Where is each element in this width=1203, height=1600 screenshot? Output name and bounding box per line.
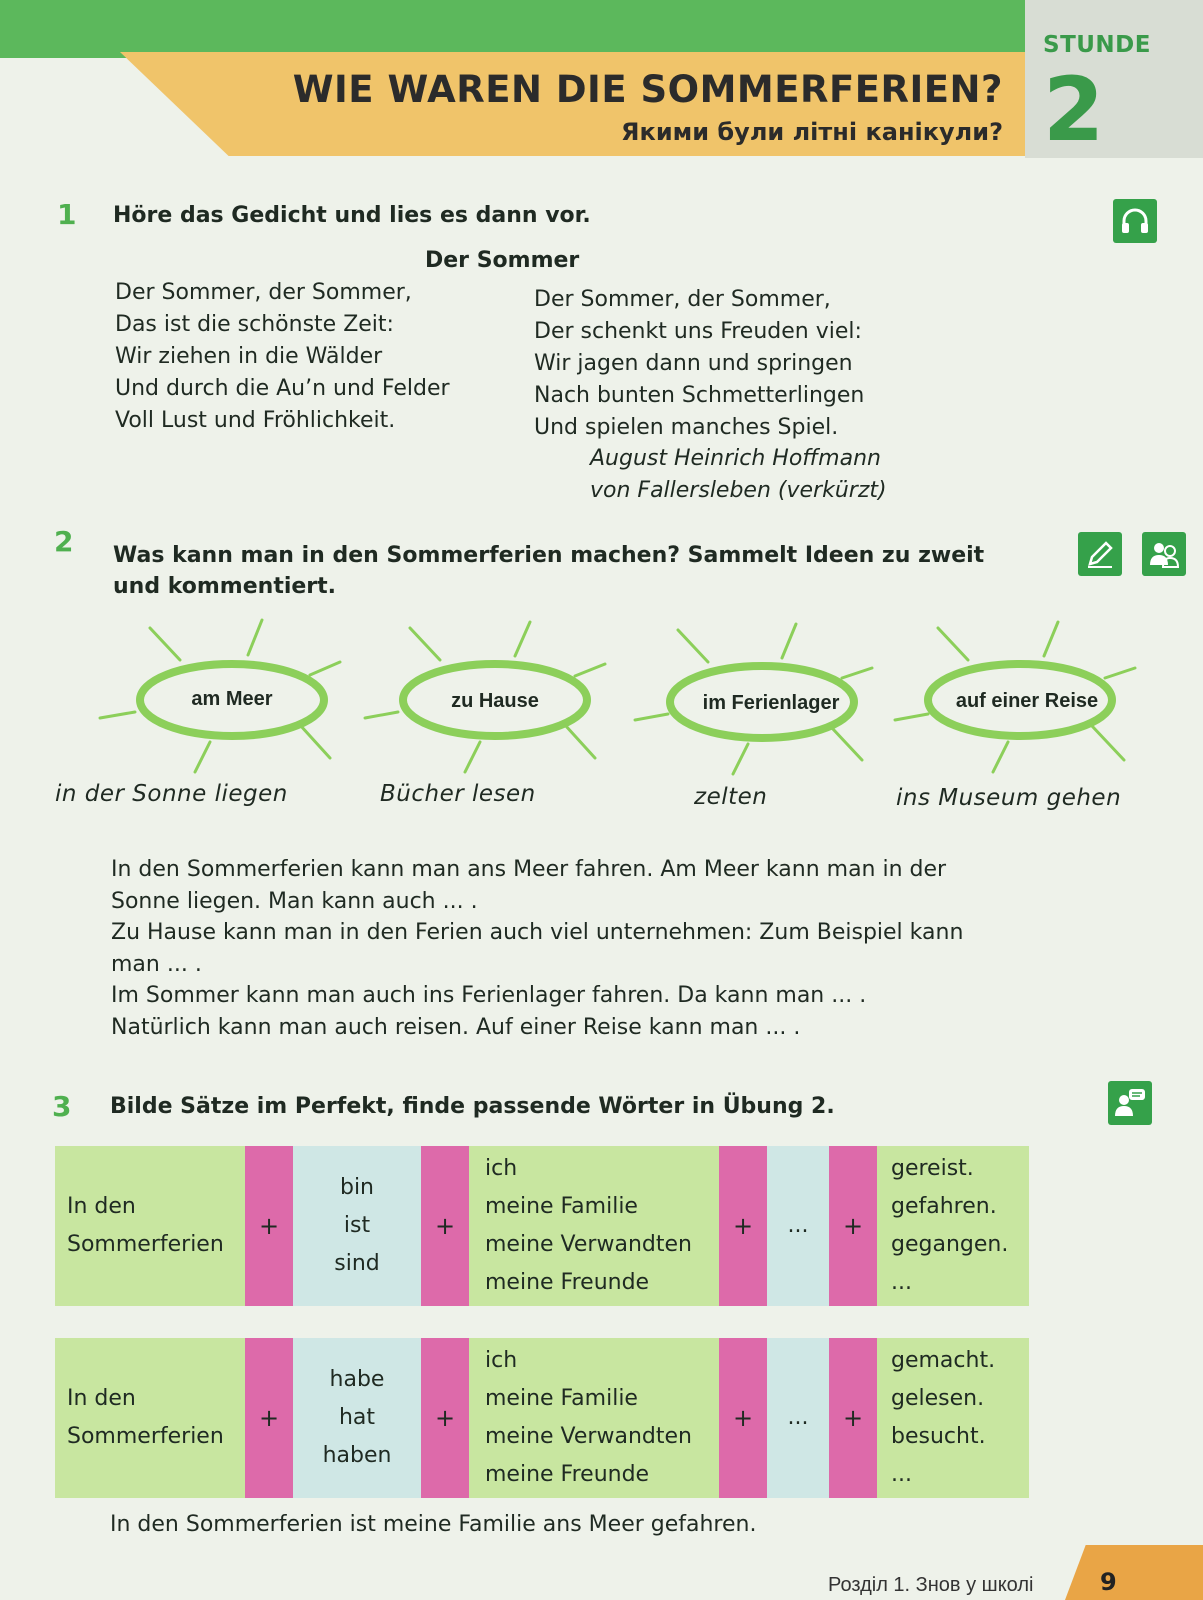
table-start-cell <box>55 1338 245 1498</box>
task-1-instruction: Höre das Gedicht und lies es dann vor. <box>113 203 591 228</box>
activity-label: zelten <box>694 784 768 810</box>
task-number-3: 3 <box>52 1090 72 1123</box>
instruction-line: Was kann man in den Sommerferien machen? Sammelt Ideen zu zweit <box>113 543 985 568</box>
activity-label: Bücher lesen <box>380 781 536 807</box>
poem-line: Der Sommer, der Sommer, <box>115 280 412 305</box>
subject-word: meine Familie <box>485 1194 638 1219</box>
placeholder-cell: ... <box>767 1146 829 1306</box>
subject-word: meine Verwandten <box>485 1232 692 1257</box>
plus-sign: + <box>421 1146 469 1306</box>
poem-title: Der Sommer <box>425 248 580 273</box>
paragraph-line: Im Sommer kann man auch ins Ferienlager fahren. Da kann man ... . <box>111 983 867 1008</box>
aux-cell <box>293 1146 421 1306</box>
subject-word: meine Familie <box>485 1386 638 1411</box>
paragraph-line: In den Sommerferien kann man ans Meer fahren. Am Meer kann man in der <box>111 857 947 882</box>
subject-word: ich <box>485 1348 518 1373</box>
paragraph-line: Sonne liegen. Man kann auch ... . <box>111 888 478 914</box>
instruction-line: und kommentiert. <box>113 574 337 599</box>
aux-cell <box>293 1338 421 1498</box>
start-line: Sommerferien <box>67 1232 224 1257</box>
aux-word: bin <box>339 1175 375 1200</box>
task-3-instruction: Bilde Sätze im Perfekt, finde passende Wörter in Übung 2. <box>110 1094 835 1119</box>
activity-label: ins Museum gehen <box>896 785 1122 811</box>
participle-word: gegangen. <box>891 1232 1009 1257</box>
start-line: In den <box>67 1194 136 1219</box>
author-line: August Heinrich Hoffmann <box>590 446 881 471</box>
subject-word: meine Freunde <box>485 1462 650 1487</box>
aux-word: ist <box>343 1213 371 1238</box>
participle-cell <box>877 1146 1029 1306</box>
author-line: von Fallersleben (verkürzt) <box>590 478 887 503</box>
task-number-1: 1 <box>57 198 77 231</box>
subject-word: meine Freunde <box>485 1270 650 1295</box>
participle-word: gelesen. <box>891 1386 985 1411</box>
poem-line: Und durch die Au’n und Felder <box>115 376 450 401</box>
poem-line: Das ist die schönste Zeit: <box>115 312 394 337</box>
poem-line: Und spielen manches Spiel. <box>534 415 839 440</box>
participle-word: besucht. <box>891 1424 986 1449</box>
poem-line: Voll Lust und Fröhlichkeit. <box>115 408 396 433</box>
task-number-2: 2 <box>54 525 74 558</box>
aux-word: habe <box>329 1367 385 1392</box>
participle-word: ... <box>891 1462 912 1487</box>
page-number: 9 <box>1100 1568 1117 1596</box>
participle-word: ... <box>891 1270 912 1295</box>
speaking-icon[interactable] <box>1108 1081 1152 1125</box>
example-paragraph <box>111 854 1031 1043</box>
start-line: Sommerferien <box>67 1424 224 1449</box>
aux-word: hat <box>338 1405 376 1430</box>
aux-word: haben <box>322 1443 392 1468</box>
paragraph-line: Natürlich kann man auch reisen. Auf einer Reise kann man ... . <box>111 1014 801 1040</box>
lesson-label: STUNDE <box>1043 32 1151 58</box>
plus-sign: + <box>829 1338 877 1498</box>
perfekt-table-haben <box>55 1338 1029 1498</box>
example-sentence: In den Sommerferien ist meine Familie ans Meer gefahren. <box>110 1512 757 1537</box>
perfekt-table-sein <box>55 1146 1029 1306</box>
sun-label-trip: auf einer Reise <box>955 690 1099 712</box>
sun-label-camp: im Ferienlager <box>702 692 840 714</box>
plus-sign: + <box>245 1338 293 1498</box>
plus-sign: + <box>719 1338 767 1498</box>
placeholder-cell: ... <box>767 1338 829 1498</box>
subject-word: meine Verwandten <box>485 1424 692 1449</box>
start-line: In den <box>67 1386 136 1411</box>
subject-cell <box>469 1146 719 1306</box>
lesson-number: 2 <box>1043 58 1105 161</box>
page-title: WIE WAREN DIE SOMMERFERIEN? <box>292 68 1003 111</box>
paragraph-line: Zu Hause kann man in den Ferien auch viel unternehmen: Zum Beispiel kann <box>111 920 964 945</box>
sun-label-sea: am Meer <box>191 688 273 710</box>
page-subtitle: Якими були літні канікули? <box>621 118 1003 146</box>
subject-cell <box>469 1338 719 1498</box>
poem-line: Der Sommer, der Sommer, <box>534 287 831 312</box>
participle-cell <box>877 1338 1029 1498</box>
paragraph-line: man ... . <box>111 951 202 977</box>
footer-section-title: Розділ 1. Знов у школі <box>828 1574 1034 1596</box>
activity-label: in der Sonne liegen <box>55 781 288 807</box>
subject-word: ich <box>485 1156 518 1181</box>
participle-word: gemacht. <box>891 1348 996 1373</box>
poem-line: Nach bunten Schmetterlingen <box>534 383 865 408</box>
aux-word: sind <box>334 1251 380 1276</box>
plus-sign: + <box>719 1146 767 1306</box>
plus-sign: + <box>421 1338 469 1498</box>
poem-line: Wir ziehen in die Wälder <box>115 344 383 369</box>
participle-word: gefahren. <box>891 1194 997 1219</box>
table-start-cell <box>55 1146 245 1306</box>
footer-tab <box>1065 1545 1203 1600</box>
poem-line: Wir jagen dann und springen <box>534 351 853 376</box>
poem-line: Der schenkt uns Freuden viel: <box>534 319 862 344</box>
plus-sign: + <box>245 1146 293 1306</box>
sun-label-home: zu Hause <box>451 690 539 712</box>
participle-word: gereist. <box>891 1156 974 1181</box>
plus-sign: + <box>829 1146 877 1306</box>
